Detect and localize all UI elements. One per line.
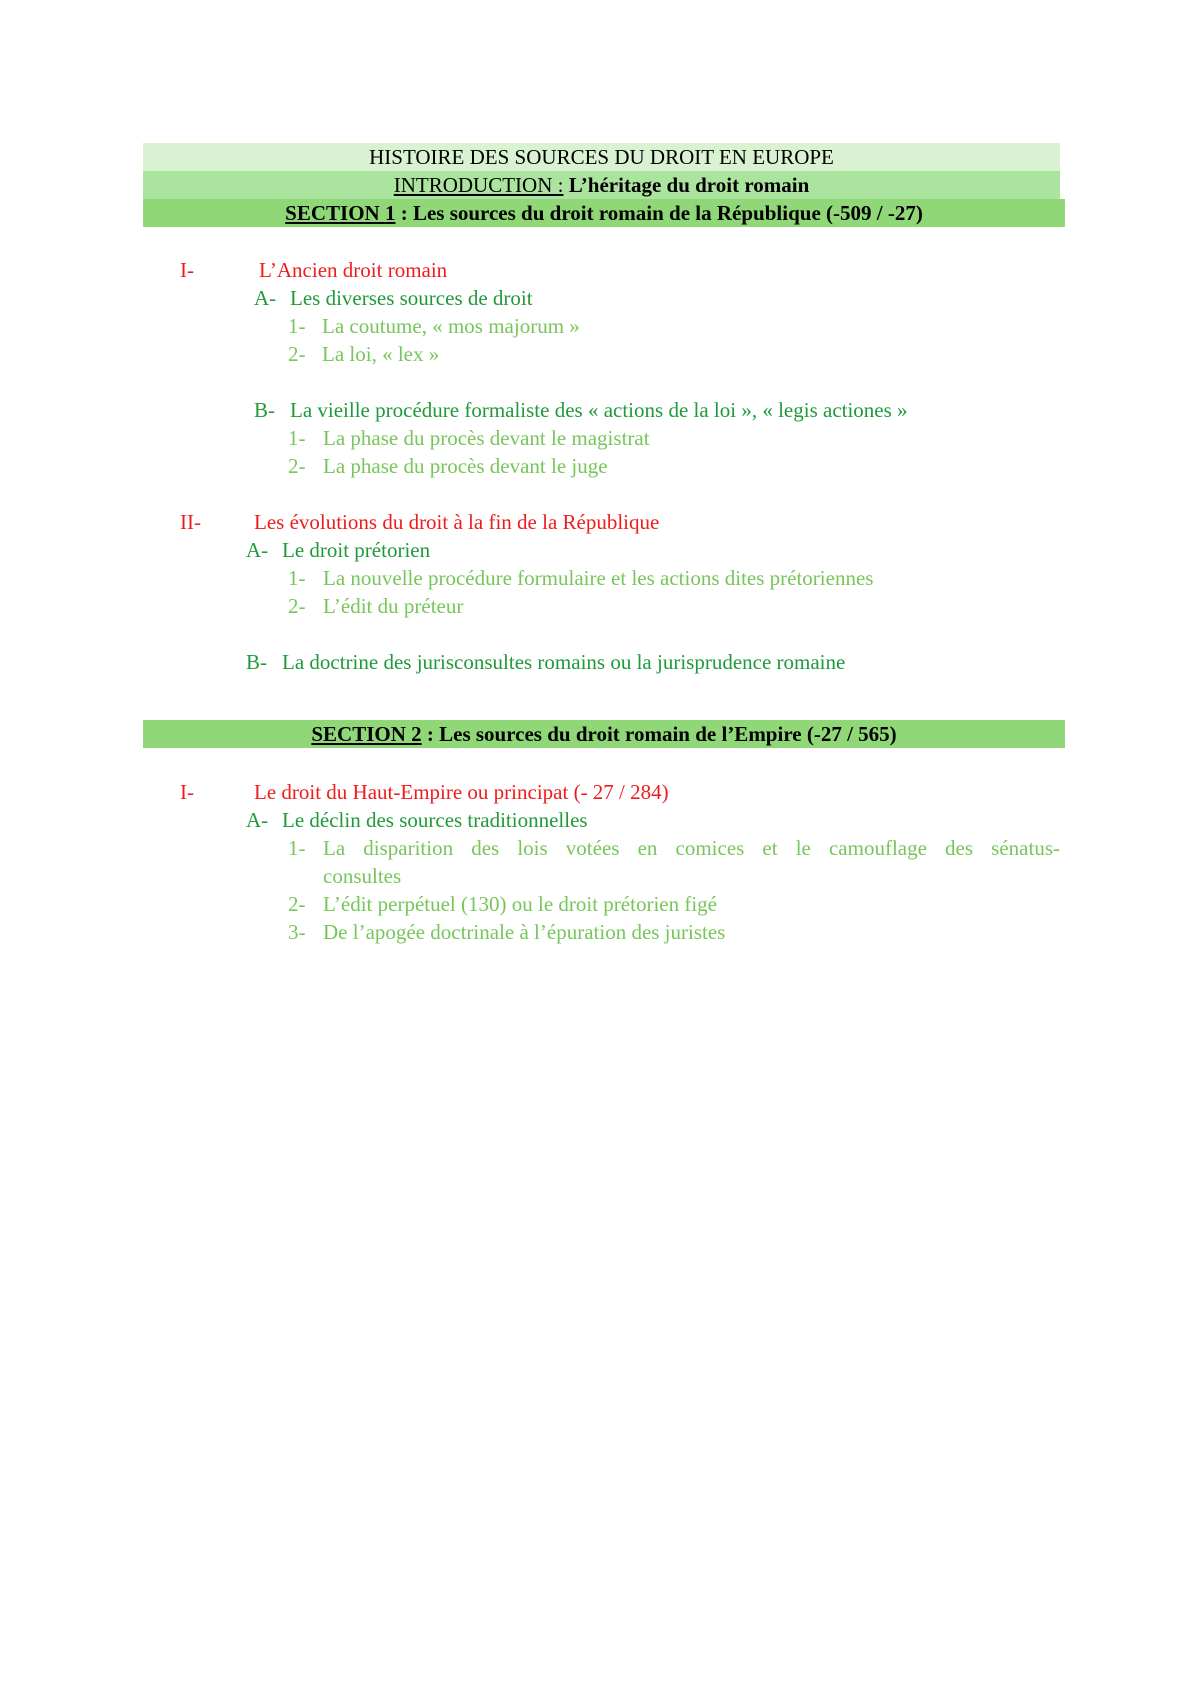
list-item-number: 2-: [288, 342, 306, 366]
part-1-title: L’Ancien droit romain: [259, 258, 448, 282]
part-2-b-title: La doctrine des jurisconsultes romains ou la jurisprudence romaine: [282, 650, 846, 674]
list-item-number: 3-: [288, 920, 306, 944]
part-1-a-title: Les diverses sources de droit: [290, 286, 533, 310]
section-2-part-1-a-number: A-: [246, 808, 269, 832]
document-title: [143, 143, 1060, 171]
part-2-b-number: B-: [246, 650, 267, 674]
list-item-number: 2-: [288, 594, 306, 618]
introduction-label: INTRODUCTION :: [393, 173, 564, 197]
part-1-b-number: B-: [254, 398, 275, 422]
section-1-text: : Les sources du droit romain de la République (-509 / -27): [400, 201, 923, 225]
list-item-number: 2-: [288, 892, 306, 916]
introduction-text: L’héritage du droit romain: [568, 173, 810, 197]
part-2-title: Les évolutions du droit à la fin de la République: [254, 510, 660, 534]
introduction-heading: [143, 171, 1060, 199]
list-item-continuation: consultes: [323, 864, 402, 888]
section-2-heading: [143, 720, 1065, 748]
document-title-text: HISTOIRE DES SOURCES DU DROIT EN EUROPE: [369, 145, 834, 169]
list-item: La coutume, « mos majorum »: [322, 314, 580, 338]
part-1-number: I-: [180, 258, 194, 282]
list-item: L’édit perpétuel (130) ou le droit prétorien figé: [323, 892, 718, 916]
section-2-part-1-number: I-: [180, 780, 194, 804]
section-2-label: SECTION 2: [311, 722, 422, 746]
list-item: La nouvelle procédure formulaire et les actions dites prétoriennes: [323, 566, 874, 590]
list-item-number: 1-: [288, 426, 306, 450]
list-item-number: 1-: [288, 314, 306, 338]
list-item-number: 1-: [288, 836, 306, 860]
list-item-number: 1-: [288, 566, 306, 590]
part-1-b-title: La vieille procédure formaliste des « actions de la loi », « legis actiones »: [290, 398, 908, 422]
list-item-number: 2-: [288, 454, 306, 478]
section-1-heading: [143, 199, 1065, 227]
section-2-part-1-title: Le droit du Haut-Empire ou principat (- 27 / 284): [254, 780, 669, 804]
list-item: La loi, « lex »: [322, 342, 440, 366]
part-2-number: II-: [180, 510, 201, 534]
section-2-part-1-a-title: Le déclin des sources traditionnelles: [282, 808, 588, 832]
list-item: L’édit du préteur: [323, 594, 464, 618]
list-item: De l’apogée doctrinale à l’épuration des juristes: [323, 920, 726, 944]
part-2-a-number: A-: [246, 538, 269, 562]
part-2-a-title: Le droit prétorien: [282, 538, 431, 562]
section-1-label: SECTION 1: [285, 201, 396, 225]
list-item: La phase du procès devant le magistrat: [323, 426, 650, 450]
list-item: La disparition des lois votées en comices et le camouflage des sénatus-: [323, 836, 1060, 860]
list-item: La phase du procès devant le juge: [323, 454, 608, 478]
part-1-a-number: A-: [254, 286, 277, 310]
section-2-text: : Les sources du droit romain de l’Empire (-27 / 565): [426, 722, 897, 746]
